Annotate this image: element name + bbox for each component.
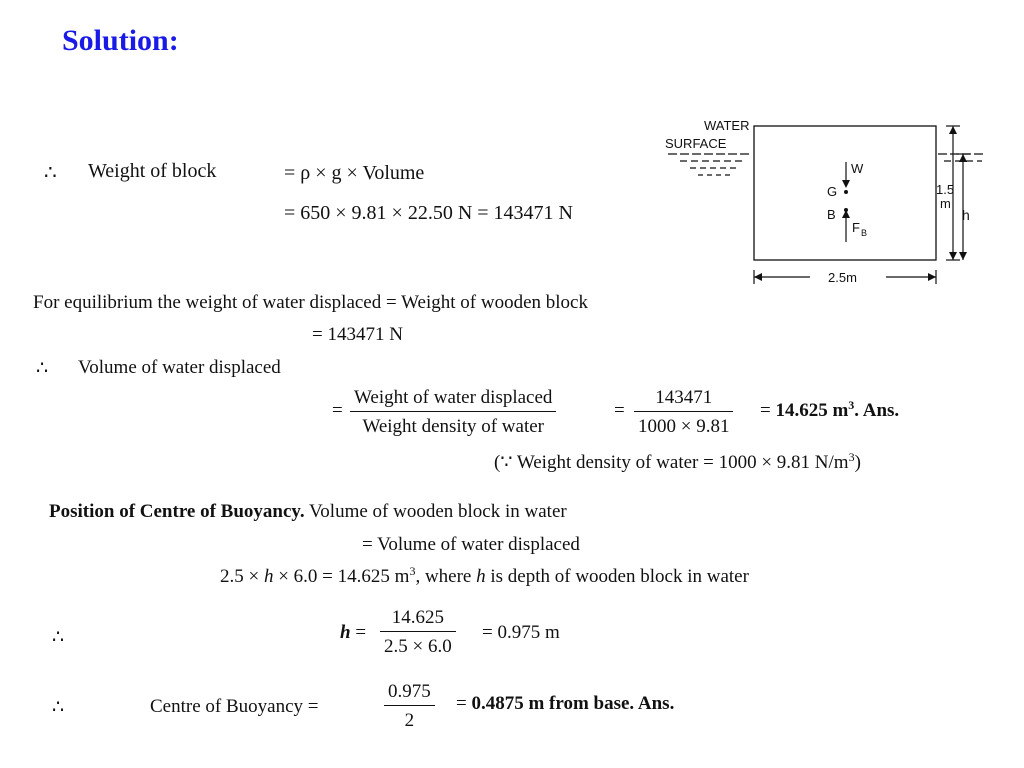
fraction-numerator: Weight of water displaced [354,387,553,408]
equilibrium-statement: For equilibrium the weight of water displaced = Weight of wooden block [33,292,588,313]
dim-h-label: h [962,207,970,223]
slide-title: Solution: [62,24,179,57]
volume-displaced-label: Volume of water displaced [78,357,281,378]
b-label: B [827,207,836,222]
volume-fraction-symbolic [350,388,556,436]
equilibrium-value: = 143471 N [312,324,403,345]
depth-equation: 2.5 × h × 6.0 = 14.625 $m^3$, where h is depth of wooden block in water [220,564,749,587]
weight-density-note: (∵ Weight density of water = 1000 × 9.81 $N/m^3$) [494,450,861,473]
cob-label: Centre of Buoyancy = [150,696,319,717]
w-label: W [851,161,864,176]
fraction-denominator: 2.5 × 6.0 [384,636,452,657]
h-result: = 0.975 m [482,622,560,643]
therefore-symbol: ∴ [52,697,65,718]
therefore-symbol: ∴ [44,162,57,184]
dim-m-label: m [940,196,951,211]
weight-calculation: = 650 × 9.81 × 22.50 N = 143471 N [284,202,574,224]
block-diagram [660,112,1000,292]
cob-fraction [384,682,435,730]
buoyancy-equality: = Volume of water displaced [362,534,580,555]
therefore-symbol: ∴ [52,627,65,648]
fraction-numerator: 143471 [655,387,713,408]
volume-result: = 14.625 $m^3$. Ans. [760,398,900,421]
volume-fraction-numeric [634,388,733,436]
weight-label: Weight of block [88,160,217,182]
cob-result: = 0.4875 m from base. Ans. [456,693,675,714]
fraction-denominator: 2 [404,710,415,731]
centre-of-gravity-point [844,190,848,194]
water-label-2: SURFACE [665,136,727,151]
weight-arrow-icon [842,180,850,188]
buoyancy-heading: Position of Centre of Buoyancy. Volume of wooden block in water [49,501,567,522]
equals-sign: = [614,400,625,421]
g-label: G [827,184,838,199]
fraction-denominator: 1000 × 9.81 [638,416,730,437]
h-lhs: h = [340,622,367,643]
dim-width-label: 2.5m [828,270,857,285]
fb-subscript: B [861,228,868,238]
h-fraction [380,608,456,656]
weight-formula: = ρ × g × Volume [284,162,425,184]
water-label-1: WATER [704,118,750,133]
therefore-symbol: ∴ [36,358,49,379]
water-surface-lines [668,154,986,175]
fraction-numerator: 14.625 [391,607,444,628]
fb-label: F [852,220,860,235]
dim-1-5-label: 1.5 [936,182,955,197]
equals-sign: = [332,400,343,421]
fraction-denominator: Weight density of water [362,416,544,437]
fraction-numerator: 0.975 [388,681,431,702]
